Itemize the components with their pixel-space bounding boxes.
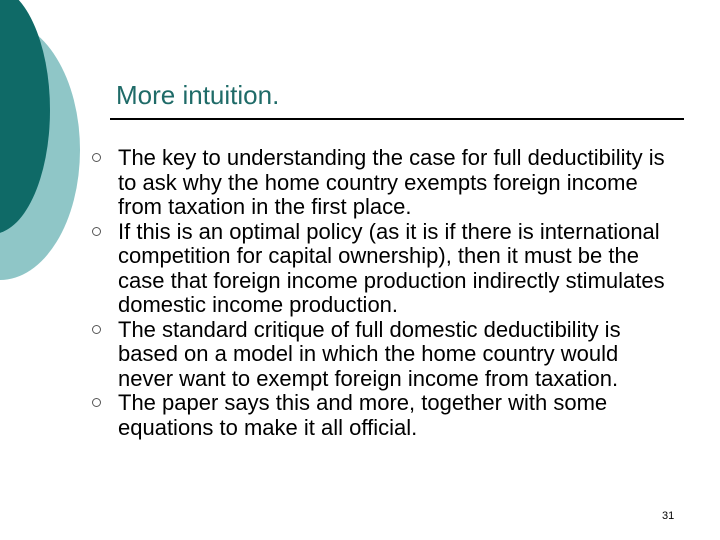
bullet-list [92, 146, 672, 440]
bullet-item [92, 391, 672, 440]
bullet-item [92, 318, 672, 392]
bullet-circle-icon [92, 153, 101, 162]
bullet-item [92, 146, 672, 220]
bullet-circle-icon [92, 398, 101, 407]
slide-title: More intuition. [116, 80, 280, 110]
title-underline [110, 118, 684, 120]
bullet-text: If this is an optimal policy (as it is if there is international competition for capital ownership), then it must be the case that foreign income production indirectly stimulates domestic income production. [118, 218, 665, 317]
bullet-text: The paper says this and more, together with some equations to make it all official. [118, 390, 608, 440]
bullet-text: The key to understanding the case for full deductibility is to ask why the home country exempts foreign income from taxation in the first place. [118, 145, 665, 219]
bullet-circle-icon [92, 227, 101, 236]
bullet-text: The standard critique of full domestic deductibility is based on a model in which the home country would never want to exempt foreign income from taxation. [118, 316, 621, 391]
bullet-circle-icon [92, 325, 101, 334]
bullet-item [92, 220, 672, 318]
slide-number: 31 [662, 510, 675, 522]
